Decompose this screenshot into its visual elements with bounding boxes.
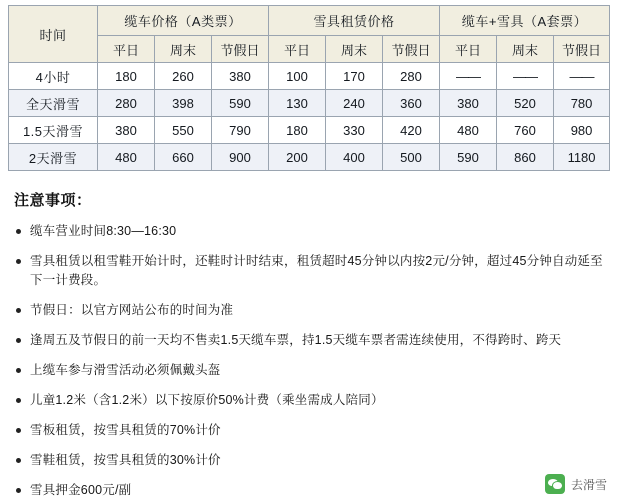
note-item: [14, 391, 603, 410]
cell-3-7: 860: [497, 144, 554, 171]
row-label-fullday: 全天滑雪: [9, 90, 98, 117]
cell-2-7: 760: [497, 117, 554, 144]
subheader-rental-weekend: 周末: [326, 36, 383, 63]
cell-3-1: 660: [155, 144, 212, 171]
notes-title: 注意事项：: [14, 192, 92, 209]
note-item: [14, 451, 603, 470]
subheader-combo-holiday: 节假日: [554, 36, 610, 63]
cell-0-4: 170: [326, 63, 383, 90]
cell-2-5: 420: [383, 117, 440, 144]
cell-3-4: 400: [326, 144, 383, 171]
subheader-combo-weekday: 平日: [440, 36, 497, 63]
cell-3-3: 200: [269, 144, 326, 171]
cell-3-8: 1180: [554, 144, 610, 171]
row-label-4h: 4小时: [9, 63, 98, 90]
account-name: 去滑雪: [570, 477, 607, 492]
note-item: [14, 301, 603, 320]
cell-2-6: 480: [440, 117, 497, 144]
bullet-icon: [16, 488, 21, 493]
bullet-icon: [16, 338, 21, 343]
table-row: [9, 63, 610, 90]
cell-0-3: 100: [269, 63, 326, 90]
subheader-rental-holiday: 节假日: [383, 36, 440, 63]
note-item: [14, 481, 603, 500]
note-text: 雪具押金600元/副: [30, 483, 132, 497]
row-label-1_5day: 1.5天滑雪: [9, 117, 98, 144]
note-text: 雪板租赁，按雪具租赁的70%计价: [30, 423, 221, 437]
table-row: [9, 90, 610, 117]
wechat-icon: [545, 474, 565, 494]
note-text: 雪具租赁以租雪鞋开始计时，还鞋时计时结束，租赁超时45分钟以内按2元/分钟，超过45分钟自动延至下一计费段。: [30, 254, 603, 287]
cell-2-3: 180: [269, 117, 326, 144]
cell-3-6: 590: [440, 144, 497, 171]
cell-2-2: 790: [212, 117, 269, 144]
bullet-icon: [16, 368, 21, 373]
table-header-sub-row: [9, 36, 610, 63]
notes-section: [14, 189, 603, 500]
cell-0-7: ——: [497, 63, 554, 90]
note-text: 儿童1.2米（含1.2米）以下按原价50%计费（乘坐需成人陪同）: [30, 393, 384, 407]
bullet-icon: [16, 308, 21, 313]
bullet-icon: [16, 398, 21, 403]
note-item: [14, 331, 603, 350]
price-sheet-page: [0, 5, 617, 500]
cell-2-4: 330: [326, 117, 383, 144]
cell-3-2: 900: [212, 144, 269, 171]
cell-1-5: 360: [383, 90, 440, 117]
note-item: [14, 222, 603, 241]
table-header-top-row: [9, 6, 610, 36]
price-table: [8, 5, 610, 171]
bullet-icon: [16, 428, 21, 433]
note-text: 缆车营业时间8:30—16:30: [30, 224, 177, 238]
table-row: [9, 144, 610, 171]
note-item: [14, 421, 603, 440]
bullet-icon: [16, 259, 21, 264]
cell-0-8: ——: [554, 63, 610, 90]
cell-3-5: 500: [383, 144, 440, 171]
cell-2-1: 550: [155, 117, 212, 144]
cell-2-0: 380: [98, 117, 155, 144]
header-combo-package: 缆车+雪具（A套票）: [440, 6, 610, 36]
header-equipment-rental: 雪具租赁价格: [269, 6, 440, 36]
note-text: 上缆车参与滑雪活动必须佩戴头盔: [30, 363, 221, 377]
cell-0-5: 280: [383, 63, 440, 90]
table-row: [9, 117, 610, 144]
note-text: 逢周五及节假日的前一天均不售卖1.5天缆车票，持1.5天缆车票者需连续使用，不得跨时、跨天: [30, 333, 562, 347]
header-time: 时间: [9, 6, 98, 63]
cell-1-4: 240: [326, 90, 383, 117]
bullet-icon: [16, 229, 21, 234]
subheader-combo-weekend: 周末: [497, 36, 554, 63]
cell-3-0: 480: [98, 144, 155, 171]
cell-2-8: 980: [554, 117, 610, 144]
cell-0-2: 380: [212, 63, 269, 90]
cell-1-0: 280: [98, 90, 155, 117]
row-label-2day: 2天滑雪: [9, 144, 98, 171]
cell-1-3: 130: [269, 90, 326, 117]
cell-0-1: 260: [155, 63, 212, 90]
subheader-lift-weekday: 平日: [98, 36, 155, 63]
cell-1-2: 590: [212, 90, 269, 117]
cell-0-6: ——: [440, 63, 497, 90]
cell-0-0: 180: [98, 63, 155, 90]
note-text: 节假日：以官方网站公布的时间为准: [30, 303, 234, 317]
subheader-lift-holiday: 节假日: [212, 36, 269, 63]
subheader-rental-weekday: 平日: [269, 36, 326, 63]
subheader-lift-weekend: 周末: [155, 36, 212, 63]
note-item: [14, 361, 603, 380]
cell-1-8: 780: [554, 90, 610, 117]
wechat-account-badge[interactable]: [545, 474, 607, 494]
note-item: [14, 252, 603, 290]
bullet-icon: [16, 458, 21, 463]
note-text: 雪鞋租赁，按雪具租赁的30%计价: [30, 453, 221, 467]
cell-1-6: 380: [440, 90, 497, 117]
cell-1-1: 398: [155, 90, 212, 117]
cell-1-7: 520: [497, 90, 554, 117]
header-lift-price: 缆车价格（A类票）: [98, 6, 269, 36]
